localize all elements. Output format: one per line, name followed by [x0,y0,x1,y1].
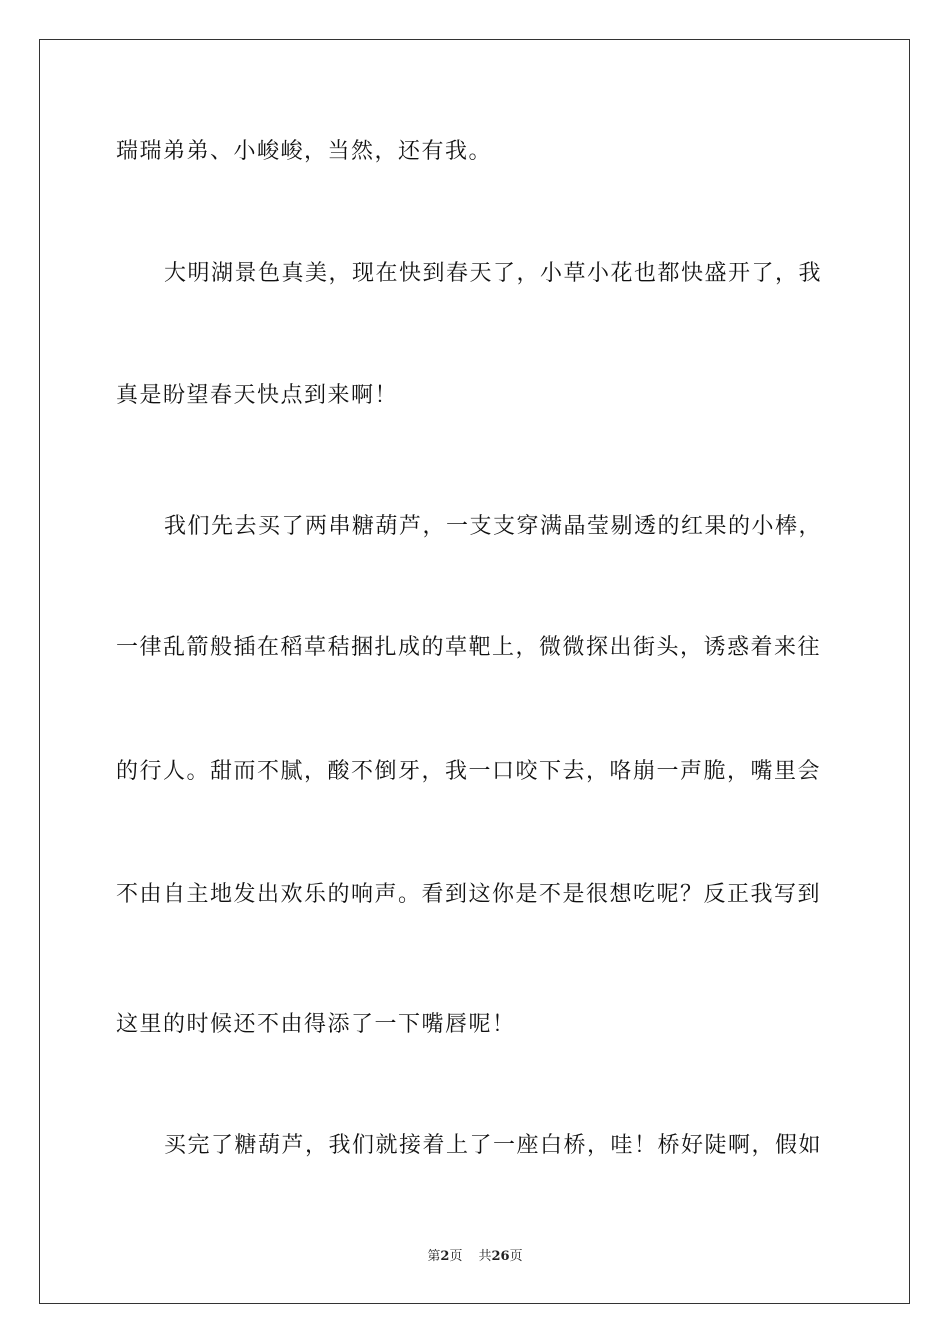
text-line-1: 瑞瑞弟弟、小峻峻，当然，还有我。 [116,139,493,164]
paragraph-3-line-5: 这里的时候还不由得添了一下嘴唇呢！ [116,1012,516,1037]
paragraph-3-line-3: 的行人。甜而不腻，酸不倒牙，我一口咬下去，咯崩一声脆，嘴里会 [116,759,822,784]
paragraph-4-line-1: 买完了糖葫芦，我们就接着上了一座白桥，哇！桥好陡啊，假如 [164,1133,823,1158]
page-border [39,39,910,1304]
footer-page-prefix: 第 [427,1249,441,1264]
paragraph-3-line-4: 不由自主地发出欢乐的响声。看到这你是不是很想吃呢？反正我写到 [116,882,822,907]
page-footer [0,1248,950,1266]
footer-page-number: 2 [440,1249,450,1264]
paragraph-3-line-2: 一律乱箭般插在稻草秸捆扎成的草靶上，微微探出街头，诱惑着来往 [116,635,822,660]
footer-page-suffix: 页 [449,1249,463,1264]
paragraph-2-line-1: 大明湖景色真美，现在快到春天了，小草小花也都快盛开了，我 [164,261,823,286]
footer-total-pages: 26 [491,1249,510,1264]
footer-total-suffix: 页 [509,1249,523,1264]
paragraph-2-line-2: 真是盼望春天快点到来啊！ [116,383,399,408]
paragraph-3-line-1: 我们先去买了两串糖葫芦，一支支穿满晶莹剔透的红果的小棒， [164,514,823,539]
footer-total-prefix: 共 [478,1249,492,1264]
